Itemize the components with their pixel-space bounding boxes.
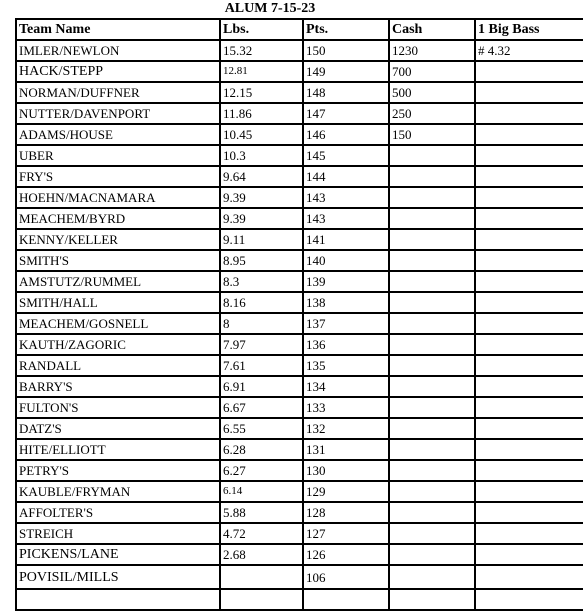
pts-cell: 133 (303, 397, 389, 418)
pts-cell: 132 (303, 418, 389, 439)
team-name-cell: HACK/STEPP (16, 61, 220, 82)
pts-cell: 129 (303, 481, 389, 502)
big-bass-cell (475, 439, 583, 460)
team-name-cell: AFFOLTER'S (16, 502, 220, 523)
team-name-cell: SMITH'S (16, 250, 220, 271)
cash-cell (389, 502, 475, 523)
pts-cell: 146 (303, 124, 389, 145)
big-bass-cell (475, 229, 583, 250)
table-row (16, 544, 583, 565)
cash-cell (389, 397, 475, 418)
table-row (16, 418, 583, 439)
big-bass-cell (475, 61, 583, 82)
cash-cell (389, 418, 475, 439)
team-name-cell: ADAMS/HOUSE (16, 124, 220, 145)
table-row (16, 481, 583, 502)
lbs-cell: 9.39 (220, 187, 303, 208)
cash-cell: 700 (389, 61, 475, 82)
cash-cell (389, 250, 475, 271)
lbs-cell: 11.86 (220, 103, 303, 124)
big-bass-cell (475, 460, 583, 481)
table-row (16, 376, 583, 397)
big-bass-cell (475, 292, 583, 313)
pts-cell: 141 (303, 229, 389, 250)
big-bass-cell (475, 565, 583, 589)
table-row (16, 124, 583, 145)
big-bass-cell: # 4.32 (475, 40, 583, 61)
big-bass-cell (475, 313, 583, 334)
lbs-cell: 5.88 (220, 502, 303, 523)
cash-cell (389, 271, 475, 292)
pts-cell: 143 (303, 187, 389, 208)
team-name-cell: KAUBLE/FRYMAN (16, 481, 220, 502)
table-row (16, 439, 583, 460)
pts-cell: 130 (303, 460, 389, 481)
big-bass-cell (475, 187, 583, 208)
cash-cell (389, 523, 475, 544)
big-bass-cell (475, 376, 583, 397)
team-name-cell: MEACHEM/GOSNELL (16, 313, 220, 334)
header-row (16, 19, 583, 40)
pts-cell: 145 (303, 145, 389, 166)
big-bass-cell (475, 208, 583, 229)
header-cash: Cash (389, 19, 475, 40)
big-bass-cell (475, 145, 583, 166)
team-name-cell: SMITH/HALL (16, 292, 220, 313)
table-row (16, 523, 583, 544)
big-bass-cell (475, 544, 583, 565)
team-name-cell: KAUTH/ZAGORIC (16, 334, 220, 355)
big-bass-cell (475, 250, 583, 271)
pts-cell: 134 (303, 376, 389, 397)
cash-cell (389, 544, 475, 565)
pts-cell: 136 (303, 334, 389, 355)
lbs-cell: 9.11 (220, 229, 303, 250)
lbs-cell: 9.39 (220, 208, 303, 229)
big-bass-cell (475, 334, 583, 355)
document-title: ALUM 7-15-23 (224, 1, 316, 16)
team-name-cell: STREICH (16, 523, 220, 544)
cash-cell (389, 460, 475, 481)
cash-cell (389, 355, 475, 376)
team-name-cell: DATZ'S (16, 418, 220, 439)
lbs-cell: 2.68 (220, 544, 303, 565)
table-row (16, 229, 583, 250)
table-row (16, 103, 583, 124)
team-name-cell: NUTTER/DAVENPORT (16, 103, 220, 124)
pts-cell: 128 (303, 502, 389, 523)
table-body (16, 40, 583, 610)
cash-cell (389, 145, 475, 166)
pts-cell: 135 (303, 355, 389, 376)
header-team-name: Team Name (16, 19, 220, 40)
lbs-cell: 12.15 (220, 82, 303, 103)
lbs-cell: 7.61 (220, 355, 303, 376)
lbs-cell: 6.28 (220, 439, 303, 460)
lbs-cell: 8.95 (220, 250, 303, 271)
pts-cell (303, 589, 389, 610)
lbs-cell: 6.14 (220, 481, 303, 502)
cash-cell (389, 187, 475, 208)
pts-cell: 126 (303, 544, 389, 565)
pts-cell: 149 (303, 61, 389, 82)
table-row (16, 565, 583, 589)
cash-cell: 500 (389, 82, 475, 103)
lbs-cell: 10.3 (220, 145, 303, 166)
pts-cell: 147 (303, 103, 389, 124)
table-row (16, 82, 583, 103)
table-row (16, 145, 583, 166)
header-big-bass: 1 Big Bass (475, 19, 583, 40)
team-name-cell: HOEHN/MACNAMARA (16, 187, 220, 208)
cash-cell (389, 481, 475, 502)
cash-cell (389, 229, 475, 250)
lbs-cell: 6.55 (220, 418, 303, 439)
cash-cell (389, 292, 475, 313)
lbs-cell: 6.67 (220, 397, 303, 418)
pts-cell: 131 (303, 439, 389, 460)
big-bass-cell (475, 589, 583, 610)
team-name-cell: FRY'S (16, 166, 220, 187)
pts-cell: 137 (303, 313, 389, 334)
lbs-cell: 9.64 (220, 166, 303, 187)
big-bass-cell (475, 523, 583, 544)
cash-cell (389, 208, 475, 229)
results-table (15, 18, 583, 611)
pts-cell: 150 (303, 40, 389, 61)
team-name-cell: NORMAN/DUFFNER (16, 82, 220, 103)
pts-cell: 127 (303, 523, 389, 544)
lbs-cell: 7.97 (220, 334, 303, 355)
team-name-cell (16, 589, 220, 610)
lbs-cell: 6.91 (220, 376, 303, 397)
table-row (16, 208, 583, 229)
pts-cell: 140 (303, 250, 389, 271)
big-bass-cell (475, 355, 583, 376)
pts-cell: 143 (303, 208, 389, 229)
table-row (16, 250, 583, 271)
lbs-cell: 10.45 (220, 124, 303, 145)
cash-cell (389, 439, 475, 460)
team-name-cell: KENNY/KELLER (16, 229, 220, 250)
table-row (16, 313, 583, 334)
cash-cell (389, 376, 475, 397)
table-row (16, 187, 583, 208)
table-row (16, 334, 583, 355)
table-row (16, 502, 583, 523)
team-name-cell: FULTON'S (16, 397, 220, 418)
lbs-cell (220, 565, 303, 589)
lbs-cell: 4.72 (220, 523, 303, 544)
lbs-cell (220, 589, 303, 610)
team-name-cell: RANDALL (16, 355, 220, 376)
team-name-cell: PETRY'S (16, 460, 220, 481)
team-name-cell: PICKENS/LANE (16, 544, 220, 565)
big-bass-cell (475, 418, 583, 439)
pts-cell: 148 (303, 82, 389, 103)
table-row (16, 40, 583, 61)
team-name-cell: MEACHEM/BYRD (16, 208, 220, 229)
big-bass-cell (475, 103, 583, 124)
big-bass-cell (475, 481, 583, 502)
cash-cell: 250 (389, 103, 475, 124)
cash-cell (389, 589, 475, 610)
team-name-cell: IMLER/NEWLON (16, 40, 220, 61)
cash-cell (389, 166, 475, 187)
pts-cell: 139 (303, 271, 389, 292)
header-lbs: Lbs. (220, 19, 303, 40)
team-name-cell: POVISIL/MILLS (16, 565, 220, 589)
big-bass-cell (475, 502, 583, 523)
cash-cell: 1230 (389, 40, 475, 61)
big-bass-cell (475, 166, 583, 187)
team-name-cell: UBER (16, 145, 220, 166)
cash-cell (389, 334, 475, 355)
cash-cell (389, 565, 475, 589)
header-pts: Pts. (303, 19, 389, 40)
table-row (16, 271, 583, 292)
lbs-cell: 8 (220, 313, 303, 334)
lbs-cell: 8.16 (220, 292, 303, 313)
cash-cell (389, 313, 475, 334)
table-row (16, 61, 583, 82)
pts-cell: 106 (303, 565, 389, 589)
lbs-cell: 6.27 (220, 460, 303, 481)
pts-cell: 144 (303, 166, 389, 187)
table-row (16, 460, 583, 481)
table-row (16, 166, 583, 187)
table-row (16, 355, 583, 376)
big-bass-cell (475, 124, 583, 145)
lbs-cell: 8.3 (220, 271, 303, 292)
cash-cell: 150 (389, 124, 475, 145)
table-row (16, 589, 583, 610)
team-name-cell: AMSTUTZ/RUMMEL (16, 271, 220, 292)
big-bass-cell (475, 397, 583, 418)
team-name-cell: HITE/ELLIOTT (16, 439, 220, 460)
team-name-cell: BARRY'S (16, 376, 220, 397)
lbs-cell: 12.81 (220, 61, 303, 82)
big-bass-cell (475, 271, 583, 292)
big-bass-cell (475, 82, 583, 103)
table-row (16, 292, 583, 313)
table-row (16, 397, 583, 418)
table-header (16, 19, 583, 40)
lbs-cell: 15.32 (220, 40, 303, 61)
pts-cell: 138 (303, 292, 389, 313)
